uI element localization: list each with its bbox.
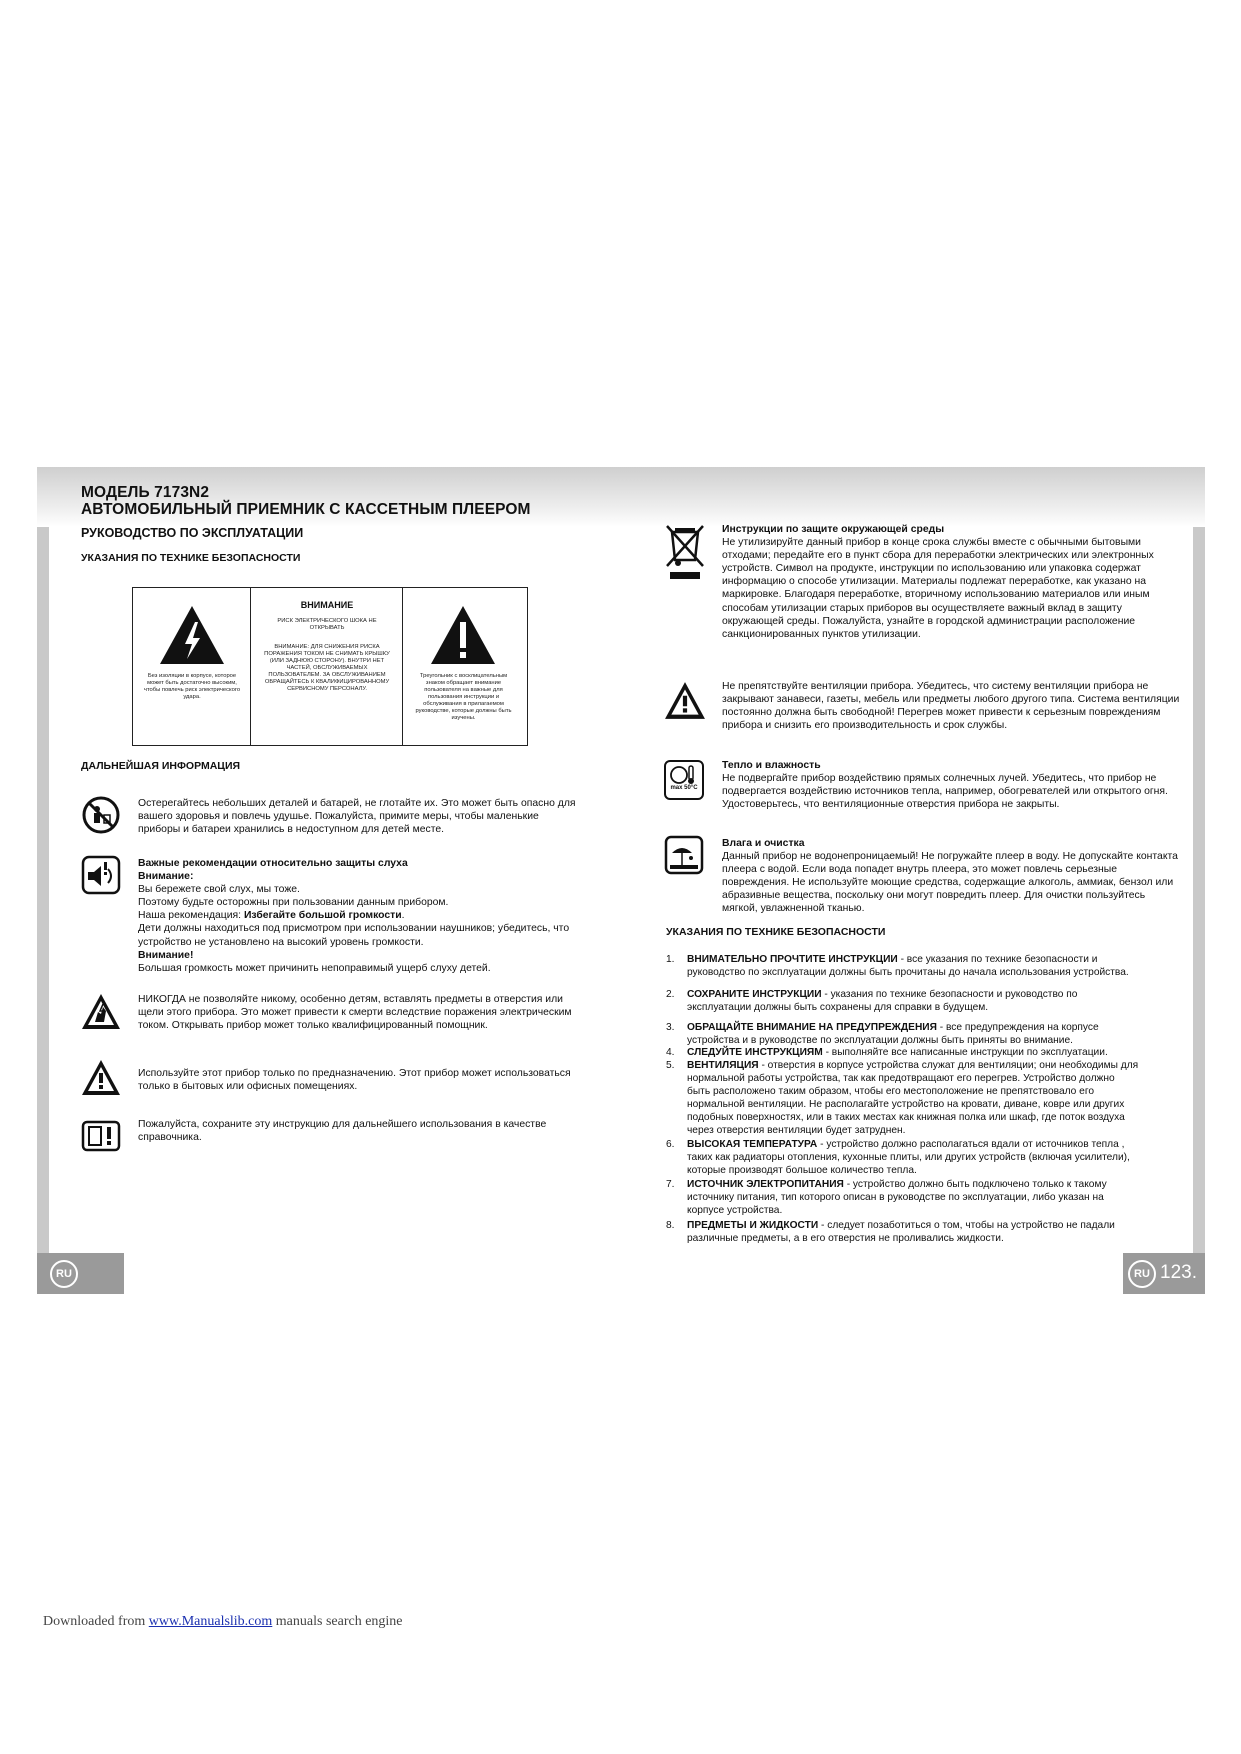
no-children-small-parts-icon (81, 795, 121, 835)
safety-item-number: 6. (666, 1139, 675, 1150)
safety-item-body: - все предупреждения на корпусе устройства и в руководстве по эксплуатации должны быть приняты во внимание. (687, 1022, 1099, 1046)
moisture-title: Влага и очистка (722, 838, 805, 849)
safety-item-text (687, 1220, 1140, 1246)
safety-item-text (687, 954, 1140, 980)
manual-book-icon (81, 1116, 121, 1156)
hearing-title: Важные рекомендации относительно защиты слуха (138, 858, 408, 869)
safety-item-number: 1. (666, 954, 675, 965)
right-margin-bar (1193, 527, 1205, 1255)
safety-item (666, 989, 1140, 1015)
hearing-line-2: Поэтому будьте осторожны при пользовании данным прибором. (138, 897, 449, 909)
page-number: 123. (1160, 1262, 1197, 1283)
warning-risk: РИСК ЭЛЕКТРИЧЕСКОГО ШОКА НЕ ОТКРЫВАТЬ (277, 618, 377, 631)
safety-item-title: СЛЕДУЙТЕ ИНСТРУКЦИЯМ (687, 1047, 823, 1058)
safety-item-body: - устройство должно быть подключено только к такому источнику питания, тип которого описан в руководстве по эксплуатации, либо указан на корпусе устройства. (687, 1179, 1107, 1216)
safety-item-text (687, 1139, 1140, 1178)
ventilation-warning-icon (664, 680, 706, 722)
hearing-line-5: Большая громкость может причинить непоправимый ущерб слуху детей. (138, 962, 491, 974)
safety-item-title: ПРЕДМЕТЫ И ЖИДКОСТИ (687, 1220, 819, 1231)
safety-item (666, 1047, 1140, 1060)
small-parts-text: Остерегайтесь небольших деталей и батарей, не глотайте их. Это может быть опасно для вашего здоровья и повлечь удушье. Пожалуйста, примите меры, чтобы маленькие приборы и батареи хранились в недоступном для детей месте. (138, 798, 576, 836)
heat-title: Тепло и влажность (722, 760, 821, 771)
safety-item (666, 1179, 1140, 1218)
safety-item-number: 2. (666, 989, 675, 1000)
product-title: АВТОМОБИЛЬНЫЙ ПРИЕМНИК С КАССЕТНЫМ ПЛЕЕРОМ (81, 501, 531, 518)
safety-item-body: - выполняйте все написанные инструкции по эксплуатации. (822, 1047, 1108, 1058)
safety-item-number: 5. (666, 1060, 675, 1071)
ventilation-text: Не препятствуйте вентиляции прибора. Убедитесь, что систему вентиляции прибора не закрывают занавеси, газеты, мебель или предметы любого другого типа. Система вентиляции постоянно должна быть свободной! Перегрев может привести к серьезным повреждениям прибора и снизить его производительность и срок службы. (722, 681, 1180, 732)
never-text: НИКОГДА не позволяйте никому, особенно детям, вставлять предметы в отверстия или щели этого прибора. Это может привести к смерти вследствие поражения электрическим током. Открывать прибор может только квалифицированный помощник. (138, 994, 572, 1032)
weee-bin-icon (664, 522, 706, 580)
hearing-line-4: Дети должны находиться под присмотром при использовании наушников; убедитесь, что устройство не установлено на высокий уровень громкости. (138, 923, 570, 948)
safety-item-text (687, 989, 1140, 1015)
environment-text: Не утилизируйте данный прибор в конце срока службы вместе с обычными бытовыми отходами; передайте его в пункт сбора для переработки электрических или электронных устройств. Символ на продукте, инструкции по использованию или упаковка содержат информацию о способе утилизации. Материалы подлежат переработке, как указано на маркировке. Благодаря переработке, вторичному использованию материалов или иным способам утилизации старых приборов вы осуществляете важный вклад в защиту окружающей среды. Пожалуйста, узнайте в городской администрации расположение санкционированных пунктов утилизации. (722, 537, 1154, 640)
exclamation-warning-icon (429, 604, 497, 666)
warning-caution-text: ВНИМАНИЕ: ДЛЯ СНИЖЕНИЯ РИСКА ПОРАЖЕНИЯ ТОКОМ НЕ СНИМАТЬ КРЫШКУ (ИЛИ ЗАДНЮЮ СТОРОНУ). ВНУТРИ НЕТ ЧАСТЕЙ, ОБСЛУЖИВАЕМЫХ ПОЛЬЗОВАТЕЛЕМ. ЗА ОБСЛУЖИВАНИЕМ ОБРАЩАЙТЕСЬ К КВАЛИФИЦИРОВАННОМУ СЕРВИСНОМУ ПЕРСОНАЛУ. (264, 644, 390, 692)
hearing-block (138, 857, 588, 975)
model-title: МОДЕЛЬ 7173N2 (81, 484, 210, 501)
safety-item (666, 954, 1140, 980)
keep-manual-text: Пожалуйста, сохраните эту инструкцию для дальнейшего использования в качестве справочника. (138, 1119, 547, 1144)
environment-block (722, 523, 1177, 641)
safety-item-text (687, 1022, 1140, 1048)
hearing-attention-1: Внимание: (138, 871, 194, 883)
safety-heading-right: УКАЗАНИЯ ПО ТЕХНИКЕ БЕЗОПАСНОСТИ (666, 926, 886, 938)
safety-item (666, 1022, 1140, 1048)
safety-item-body: - отверстия в корпусе устройства служат для вентиляции; они необходимы для нормальной работы устройства, так как предотвращают его перегрев. Устройство должно быть расположено таким образом, чтобы его местоположение не препятствовало его нормальной вентиляции. Не располагайте устройство на кровати, диване, ковре или других подобных поверхностях, или в таких местах как книжная полка или шкаф, где поток воздуха через отверстия вентиляции будет затруднен. (687, 1060, 1139, 1136)
safety-item-body: - следует позаботиться о том, чтобы на устройство не падали различные предметы, а в его отверстия не проливались жидкости. (687, 1220, 1115, 1244)
footer-left (37, 1253, 124, 1294)
environment-title: Инструкции по защите окружающей среды (722, 524, 945, 535)
hearing-line-3 (138, 909, 588, 922)
download-note (43, 1614, 403, 1630)
warning-col-caution (251, 588, 403, 745)
language-badge-left: RU (50, 1260, 78, 1288)
warning-col1-text: Без изоляции в корпусе, которое может быть достаточно высоким, чтобы повлечь риск электрического удара. (143, 673, 241, 700)
safety-item (666, 1060, 1140, 1137)
hearing-rec-prefix: Наша рекомендация: (138, 910, 244, 922)
safety-item (666, 1220, 1140, 1246)
warning-col-electric (133, 588, 251, 745)
hearing-attention-2: Внимание! (138, 949, 194, 961)
safety-item-body: - указания по технике безопасности и руководство по эксплуатации должны быть сохранены для справки в будущем. (687, 989, 1078, 1013)
lightning-warning-icon (158, 604, 226, 666)
warning-title: ВНИМАНИЕ (300, 600, 354, 610)
safety-item-body: - все указания по технике безопасности и руководство по эксплуатации должны быть прочитаны до начала использования устройства. (687, 954, 1129, 978)
further-heading: ДАЛЬНЕЙШАЯ ИНФОРМАЦИЯ (81, 760, 241, 772)
safety-item-number: 8. (666, 1220, 675, 1231)
caution-triangle-icon (81, 1058, 121, 1098)
hearing-line-1: Вы бережете свой слух, мы тоже. (138, 884, 300, 896)
header-band (37, 467, 1205, 527)
safety-item-text (687, 1060, 1140, 1137)
safety-item-title: ВНИМАТЕЛЬНО ПРОЧТИТЕ ИНСТРУКЦИИ (687, 954, 898, 965)
language-badge-right: RU (1128, 1260, 1156, 1288)
download-prefix: Downloaded from (43, 1614, 149, 1629)
safety-item-number: 7. (666, 1179, 675, 1190)
safety-item-title: ИСТОЧНИК ЭЛЕКТРОПИТАНИЯ (687, 1179, 844, 1190)
moisture-icon (664, 835, 704, 875)
safety-item-number: 3. (666, 1022, 675, 1033)
safety-item-number: 4. (666, 1047, 675, 1058)
warning-box (132, 587, 528, 746)
thermometer-icon (670, 764, 698, 786)
moisture-text: Данный прибор не водонепроницаемый! Не погружайте плеер в воду. Не допускайте контакта плеера с водой. Если вода попадет внутрь плеера, это может повлечь серьезные повреждения. Не используйте моющие средства, содержащие алкоголь, аммиак, бензол или абразивные вещества, поскольку они могут повредить плеер. Для очистки пользуйтесь мягкой, увлажненной тканью. (722, 851, 1178, 915)
heat-icon-label: max 50°C (670, 785, 698, 791)
warning-col-exclamation (403, 588, 524, 745)
heat-block (722, 759, 1177, 811)
manual-title: РУКОВОДСТВО ПО ЭКСПЛУАТАЦИИ (81, 526, 304, 540)
manualslib-link[interactable]: www.Manualslib.com (148, 1614, 273, 1629)
safety-item-title: СОХРАНИТЕ ИНСТРУКЦИИ (687, 989, 822, 1000)
safety-item-title: ОБРАЩАЙТЕ ВНИМАНИЕ НА ПРЕДУПРЕЖДЕНИЯ (687, 1022, 937, 1033)
heat-text: Не подвергайте прибор воздействию прямых солнечных лучей. Убедитесь, что прибор не подвергается воздействию источников тепла, например, обогревателей или открытого огня. Удостоверьтесь, что вентиляционные отверстия прибора не закрыты. (722, 773, 1168, 811)
intended-use-text: Используйте этот прибор только по предназначению. Этот прибор может использоваться только в бытовых или офисных помещениях. (138, 1068, 571, 1093)
hearing-rec-suffix: . (401, 910, 405, 922)
safety-item-title: ВЫСОКАЯ ТЕМПЕРАТУРА (687, 1139, 818, 1150)
safety-item-text (687, 1047, 1140, 1060)
moisture-block (722, 837, 1182, 916)
safety-heading-left: УКАЗАНИЯ ПО ТЕХНИКЕ БЕЗОПАСНОСТИ (81, 552, 301, 564)
download-suffix: manuals search engine (272, 1614, 403, 1629)
heat-icon (664, 760, 704, 800)
electric-shock-hand-icon (81, 992, 121, 1032)
hearing-protection-icon (81, 855, 121, 895)
safety-item-text (687, 1179, 1140, 1218)
footer-right (1123, 1253, 1205, 1294)
hearing-rec-bold: Избегайте большой громкости (243, 910, 402, 922)
warning-col3-text: Треугольник с восклицательным знаком обращает внимание пользователя на важные для пользования инструкции и обслуживания в прилагаемом руководстве, которые должны быть изучены. (415, 673, 512, 721)
safety-item (666, 1139, 1140, 1178)
safety-item-title: ВЕНТИЛЯЦИЯ (687, 1060, 759, 1071)
left-margin-bar (37, 527, 49, 1255)
safety-item-body: - устройство должно располагаться вдали от источников тепла , таких как радиаторы отопления, кухонные плиты, или других устройств (включая усилители), которые производят большое количество тепла. (687, 1139, 1130, 1176)
